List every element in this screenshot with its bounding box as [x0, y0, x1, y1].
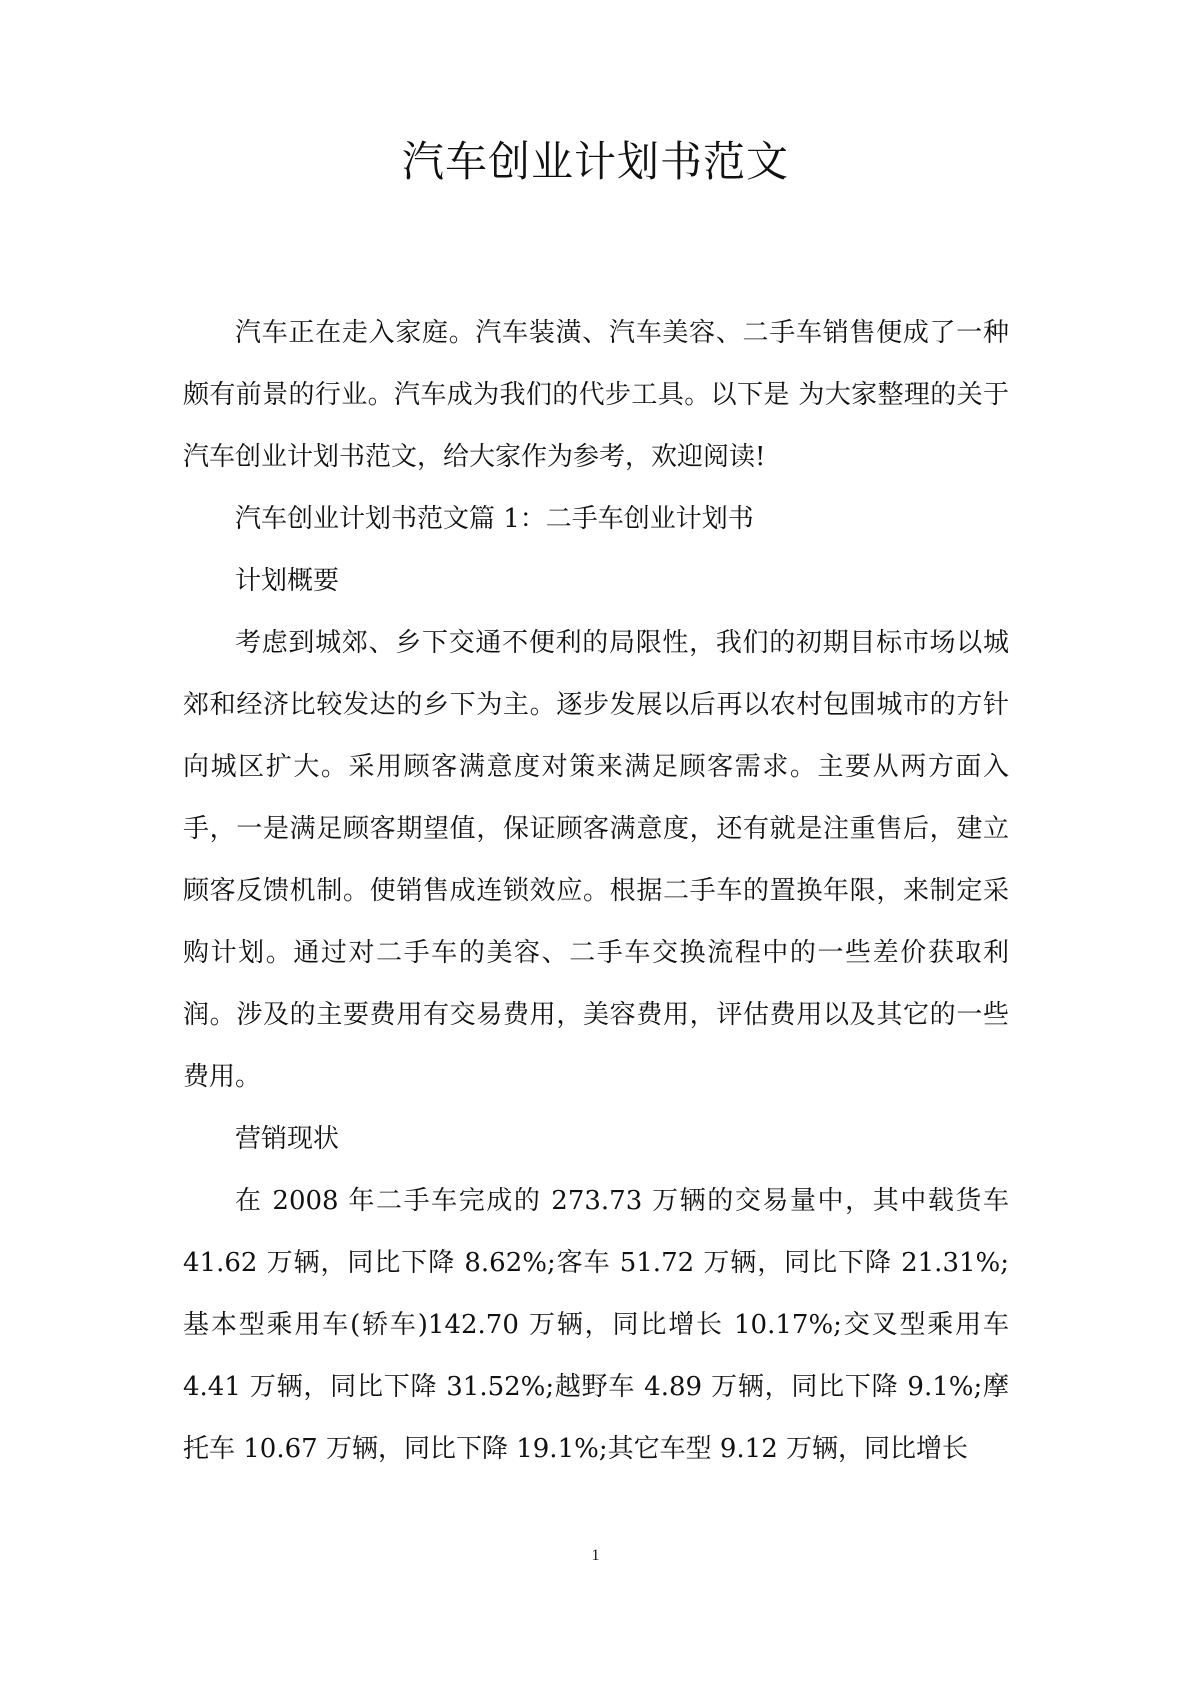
section-heading-marketing-status: 营销现状: [235, 1124, 340, 1154]
marketing-status-paragraph: 在 2008 年二手车完成的 273.73 万辆的交易量中，其中载货车 41.62 万辆，同比下降 8.62%;客车 51.72 万辆，同比下降 21.31%;基本型乘用车(轿车)142.70 万辆，同比增长 10.17%;交叉型乘用车 4.41 万辆，同比下降 31.52%;越野车 4.89 万辆，同比下降 9.1%;摩托车 10.67 万辆，同比下降 19.1%;其它车型 9.12 万辆，同比增长: [183, 1186, 1009, 1464]
plan-overview-paragraph: 考虑到城郊、乡下交通不便利的局限性，我们的初期目标市场以城郊和经济比较发达的乡下为主。逐步发展以后再以农村包围城市的方针向城区扩大。采用顾客满意度对策来满足顾客需求。主要从两方面入手，一是满足顾客期望值，保证顾客满意度，还有就是注重售后，建立顾客反馈机制。使销售成连锁效应。根据二手车的置换年限，来制定采购计划。通过对二手车的美容、二手车交换流程中的一些差价获取利润。涉及的主要费用有交易费用，美容费用，评估费用以及其它的一些费用。: [183, 628, 1009, 1092]
section-heading-article-1: 汽车创业计划书范文篇 1：二手车创业计划书: [235, 504, 754, 534]
section-heading-plan-overview: 计划概要: [235, 566, 340, 596]
document-title: 汽车创业计划书范文: [401, 137, 789, 186]
intro-paragraph: 汽车正在走入家庭。汽车装潢、汽车美容、二手车销售便成了一种颇有前景的行业。汽车成为我们的代步工具。以下是 为大家整理的关于汽车创业计划书范文，给大家作为参考，欢迎阅读!: [183, 318, 1009, 472]
document-body: [183, 302, 1009, 1480]
page-number: 1: [591, 1547, 600, 1564]
